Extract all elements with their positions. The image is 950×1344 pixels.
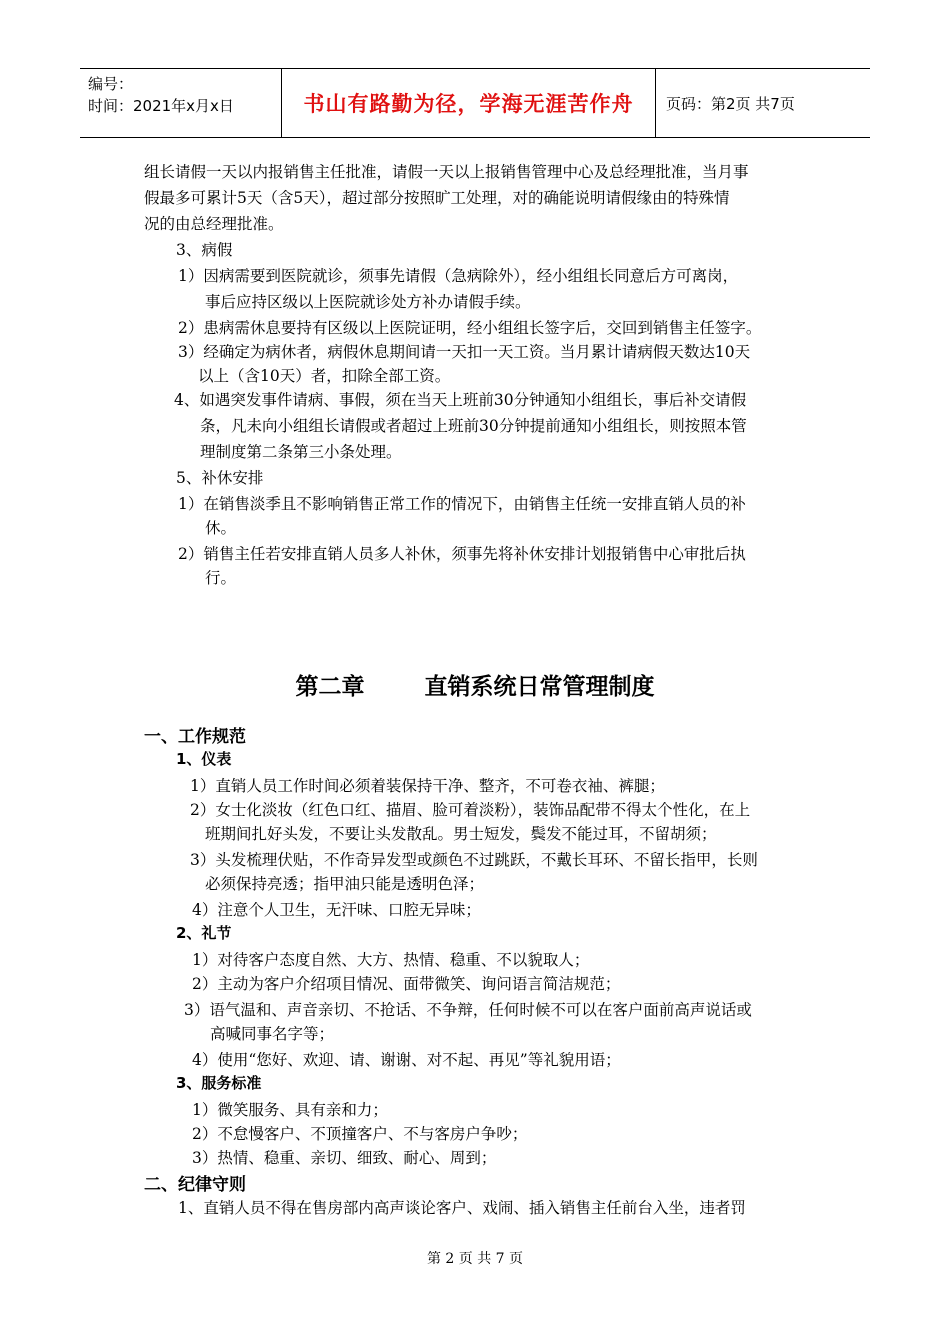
- body-line: 2）患病需休息要持有区级以上医院证明，经小组组长签字后，交回到销售主任签字。: [178, 319, 762, 337]
- header-date-label: 时间：2021年x月x日: [88, 97, 234, 115]
- body-line: 3）头发梳理伏贴，不作奇异发型或颜色不过跳跃，不戴长耳环、不留长指甲，长则: [190, 851, 758, 869]
- body-line: 5、补休安排: [176, 469, 264, 487]
- page-header: [80, 68, 870, 138]
- body-line: 1）直销人员工作时间必须着装保持干净、整齐，不可卷衣袖、裤腿；: [190, 777, 665, 795]
- body-line: 况的由总经理批准。: [144, 215, 284, 233]
- body-line: 高喊同事名字等；: [210, 1025, 335, 1043]
- header-code-label: 编号：: [88, 75, 134, 93]
- header-meta-cell: [80, 69, 282, 137]
- body-line: 3、病假: [176, 241, 233, 259]
- body-line: 2）销售主任若安排直销人员多人补休，须事先将补休安排计划报销售中心审批后执: [178, 545, 746, 563]
- body-line: 行。: [205, 569, 237, 587]
- body-line: 4、如遇突发事件请病、事假，须在当天上班前30分钟通知小组组长，事后补交请假: [174, 391, 747, 409]
- subsection-heading: 3、服务标准: [176, 1074, 262, 1092]
- body-line: 2）主动为客户介绍项目情况、面带微笑、询问语言简洁规范；: [192, 975, 621, 993]
- body-line: 1）在销售淡季且不影响销售正常工作的情况下，由销售主任统一安排直销人员的补: [178, 495, 746, 513]
- chapter-title: 直销系统日常管理制度: [424, 674, 655, 700]
- body-line: 理制度第二条第三小条处理。: [200, 443, 402, 461]
- body-line: 组长请假一天以内报销售主任批准，请假一天以上报销售管理中心及总经理批准，当月事: [144, 163, 749, 181]
- header-motto: 书山有路勤为径，学海无涯苦作舟: [282, 69, 656, 137]
- body-line: 4）使用“您好、欢迎、请、谢谢、对不起、再见”等礼貌用语；: [192, 1051, 621, 1069]
- body-line: 3）热情、稳重、亲切、细致、耐心、周到；: [192, 1149, 497, 1167]
- body-line: 3）经确定为病休者，病假休息期间请一天扣一天工资。当月累计请病假天数达10天: [178, 343, 751, 361]
- body-line: 2）不怠慢客户、不顶撞客户、不与客房户争吵；: [192, 1125, 528, 1143]
- body-line: 1）微笑服务、具有亲和力；: [192, 1101, 388, 1119]
- body-line: 必须保持亮透；指甲油只能是透明色泽；: [205, 875, 485, 893]
- body-line: 1、直销人员不得在售房部内高声谈论客户、戏闹、插入销售主任前台入坐，违者罚: [178, 1199, 746, 1217]
- section-heading: 二、纪律守则: [144, 1175, 246, 1195]
- body-line: 3）语气温和、声音亲切、不抢话、不争辩，任何时候不可以在客户面前高声说话或: [184, 1001, 752, 1019]
- body-line: 1）对待客户态度自然、大方、热情、稳重、不以貌取人；: [192, 951, 590, 969]
- body-line: 条，凡未向小组组长请假或者超过上班前30分钟提前通知小组组长，则按照本管: [200, 417, 747, 435]
- body-line: 休。: [205, 519, 237, 537]
- body-line: 假最多可累计5天（含5天），超过部分按照旷工处理，对的确能说明请假缘由的特殊情: [144, 189, 730, 207]
- chapter-number: 第二章: [295, 674, 365, 700]
- body-line: 4）注意个人卫生，无汗味、口腔无异味；: [192, 901, 481, 919]
- subsection-heading: 2、礼节: [176, 924, 232, 942]
- section-heading: 一、工作规范: [144, 727, 246, 747]
- body-line: 1）因病需要到医院就诊，须事先请假（急病除外），经小组组长同意后方可离岗，: [178, 267, 739, 285]
- page-footer: 第 2 页 共 7 页: [426, 1251, 524, 1267]
- body-line: 以上（含10天）者，扣除全部工资。: [198, 367, 451, 385]
- body-line: 事后应持区级以上医院就诊处方补办请假手续。: [205, 293, 531, 311]
- body-line: 班期间扎好头发，不要让头发散乱。男士短发，鬓发不能过耳，不留胡须；: [205, 825, 717, 843]
- chapter-heading: [0, 668, 950, 701]
- header-page-label: 页码：第2页 共7页: [666, 94, 795, 113]
- body-line: 2）女士化淡妆（红色口红、描眉、脸可着淡粉），装饰品配带不得太个性化，在上: [190, 801, 751, 819]
- subsection-heading: 1、仪表: [176, 750, 232, 768]
